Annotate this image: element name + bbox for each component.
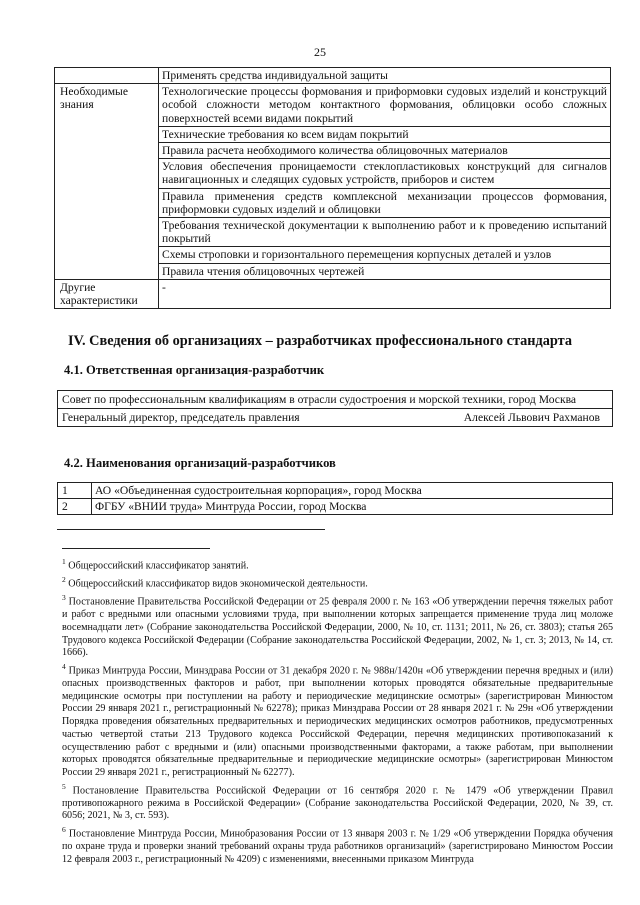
row-label: Другие характеристики <box>55 279 159 308</box>
table-cell: Технические требования ко всем видам покрытий <box>159 126 611 142</box>
row-number: 1 <box>58 483 92 499</box>
footnote <box>62 592 613 660</box>
footnote-text: Общероссийский классификатор видов экономической деятельности. <box>68 578 368 590</box>
table-row <box>55 279 611 308</box>
section-heading: IV. Сведения об организациях – разработчиках профессионального стандарта <box>67 333 573 349</box>
organization-name: АО «Объединенная судостроительная корпорация», город Москва <box>92 483 613 499</box>
table-cell: Применять средства индивидуальной защиты <box>159 68 611 84</box>
table-cell: Схемы строповки и горизонтального перемещения корпусных деталей и узлов <box>159 247 611 263</box>
organization-name: ФГБУ «ВНИИ труда» Минтруда России, город Москва <box>92 499 613 515</box>
footnote-text: Постановление Правительства Российской Федерации от 16 сентября 2020 г. № 1479 «Об утверждении Правил противопожарного режима в Российской Федерации» (Собрание законодательства Российской Федерации, 2020, № 39, ст. 6056; 2021, № 3, ст. 593). <box>62 785 613 822</box>
table-cell: Правила чтения облицовочных чертежей <box>159 263 611 279</box>
table-cell: Правила расчета необходимого количества облицовочных материалов <box>159 143 611 159</box>
footnote-text: Приказ Минтруда России, Минздрава России от 31 декабря 2020 г. № 988н/1420н «Об утверждении перечня вредных и (или) опасных производственных факторов и работ, при выполнении которых проводятся обязательные предварительные медицинские осмотры при поступлении на работу и периодические медицинские осмотры» (зарегистрирован Минюстом России 29 января 2021 г., регистрационный № 62278); приказ Минздрава России от 28 января 2021 г. № 29н «Об утверждении Порядка проведения обязательных предварительных и периодических медицинских осмотров работников, предусмотренных частью четвертой статьи 213 Трудового кодекса Российской Федерации, перечня медицинских противопоказаний к осуществлению работ с вредными и (или) опасными производственными факторами, а также работам, при выполнении которых проводятся обязательные предварительные и периодические медицинские осмотры» (зарегистрирован Минюстом России 29 января 2021 г., регистрационный № 62277). <box>62 665 613 778</box>
table-row <box>55 68 611 84</box>
table-row <box>58 391 613 409</box>
footnote-separator <box>62 548 210 549</box>
row-label: Необходимые знания <box>55 84 159 280</box>
table-cell: Правила применения средств комплексной механизации процессов формования, приформовки судовых изделий и облицовки <box>159 188 611 217</box>
table-cell: Технологические процессы формования и приформовки судовых изделий и конструкций особой сложности методом контактного формования, облицовки особо сложных поверхностей всеми видами покрытий <box>159 84 611 127</box>
table-cell: Условия обеспечения проницаемости стеклопластиковых конструкций для сигналов навигационных и следящих судовых устройств, приборов и систем <box>159 159 611 188</box>
footnote <box>62 661 613 780</box>
table-row <box>58 499 613 515</box>
table-row <box>58 483 613 499</box>
responsible-org-table <box>57 390 613 427</box>
footnote-mark: 4 <box>62 662 66 671</box>
director-position: Генеральный директор, председатель правления <box>62 411 300 425</box>
footnote <box>62 824 613 866</box>
page-number: 25 <box>314 45 326 59</box>
separator-line <box>57 529 325 530</box>
director-row <box>62 411 608 424</box>
table-row <box>58 409 613 427</box>
row-number: 2 <box>58 499 92 515</box>
footnote-text: Постановление Минтруда России, Минобразования России от 13 января 2003 г. № 1/29 «Об утверждении Порядка обучения по охране труда и проверки знаний требований охраны труда работников организаций» (зарегистрировано Минюстом России 12 февраля 2003 г., регистрационный № 4209) с изменениями, внесенными приказом Минтруда <box>62 828 613 865</box>
footnote-mark: 3 <box>62 593 66 603</box>
footnote <box>62 781 613 823</box>
developer-orgs-table <box>57 482 613 515</box>
responsible-org-heading: 4.1. Ответственная организация-разработчик <box>64 363 325 377</box>
footnotes <box>62 556 613 868</box>
footnote-mark: 5 <box>62 781 66 791</box>
responsible-org-name: Совет по профессиональным квалификациям в отрасли судостроения и морской техники, город Москва <box>58 391 613 409</box>
footnote <box>62 574 613 591</box>
footnote-text: Постановление Правительства Российской Федерации от 25 февраля 2000 г. № 163 «Об утверждении перечня тяжелых работ и работ с вредными или опасными условиями труда, при выполнении которых запрещается применение труда лиц моложе восемнадцати лет» (Собрание законодательства Российской Федерации, 2000, № 10, ст. 1131; 2011, № 26, ст. 3803); статья 265 Трудового кодекса Российской Федерации (Собрание законодательства Российской Федерации, 2002, № 1, ст. 3; 2013, № 14, ст. 1666). <box>62 596 613 659</box>
footnote-mark: 1 <box>62 557 66 566</box>
row-label <box>55 68 159 84</box>
footnote-mark: 6 <box>62 825 66 835</box>
footnote <box>62 556 613 573</box>
footnote-mark: 2 <box>62 575 66 585</box>
developer-orgs-heading: 4.2. Наименования организаций-разработчиков <box>64 456 336 470</box>
table-row <box>55 84 611 127</box>
director-name: Алексей Львович Рахманов <box>463 411 600 425</box>
table-cell: - <box>159 279 611 308</box>
requirements-table <box>54 67 611 309</box>
footnote-text: Общероссийский классификатор занятий. <box>68 560 249 572</box>
table-cell: Требования технической документации к выполнению работ и к проведению испытаний покрытий <box>159 218 611 247</box>
